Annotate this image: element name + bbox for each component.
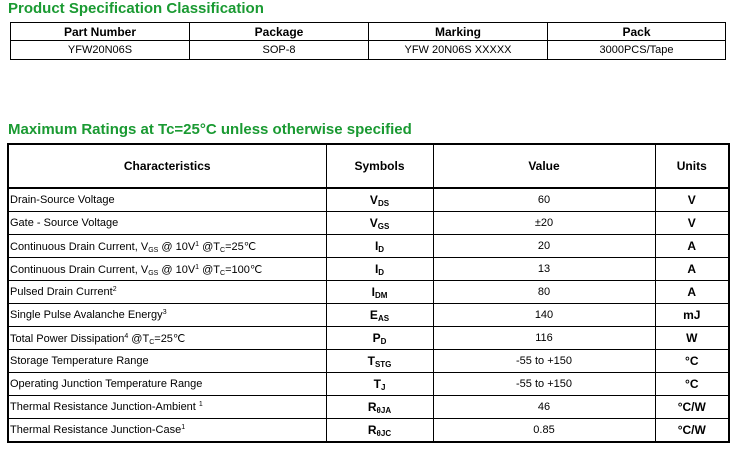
characteristic-char: Thermal Resistance Junction-Case xyxy=(10,424,182,436)
characteristic-char: Thermal Resistance Junction-Ambient xyxy=(10,401,199,413)
characteristic-char-sub: GS xyxy=(148,246,159,254)
ratings-symbol xyxy=(326,212,433,235)
symbol-subscript: θJA xyxy=(376,406,392,415)
ratings-characteristic xyxy=(8,350,326,373)
characteristic-char: Gate - Source Voltage xyxy=(10,217,119,229)
characteristic-char-sub: GS xyxy=(148,269,159,277)
ratings-value: 20 xyxy=(433,235,655,258)
symbol-letter: R xyxy=(367,423,377,437)
ratings-row xyxy=(8,304,729,327)
symbol-subscript: DS xyxy=(377,199,390,208)
characteristic-char-end: =25℃ xyxy=(225,240,257,253)
characteristic-char: Drain-Source Voltage xyxy=(10,194,115,206)
ratings-symbol xyxy=(326,350,433,373)
ratings-value: 13 xyxy=(433,258,655,281)
ratings-header-units: Units xyxy=(655,144,729,188)
ratings-unit: A xyxy=(655,281,729,304)
characteristic-char-pre: Continuous Drain Current, V xyxy=(10,263,149,276)
spec-header-pack: Pack xyxy=(548,23,726,41)
ratings-unit: V xyxy=(655,188,729,212)
characteristic-char: Storage Temperature Range xyxy=(10,355,149,367)
symbol-letter: T xyxy=(367,354,375,368)
ratings-characteristic xyxy=(8,327,326,350)
symbol-letter: P xyxy=(372,331,381,345)
characteristic-char-sub2: C xyxy=(220,246,226,254)
ratings-symbol xyxy=(326,373,433,396)
symbol-letter: I xyxy=(371,285,375,299)
characteristic-char-sup: 1 xyxy=(195,240,200,248)
characteristic-char: Operating Junction Temperature Range xyxy=(10,378,203,390)
symbol-subscript: D xyxy=(380,337,387,346)
symbol-subscript: AS xyxy=(377,314,390,323)
spec-header-marking: Marking xyxy=(369,23,548,41)
ratings-header-characteristics: Characteristics xyxy=(8,144,326,188)
ratings-value: 0.85 xyxy=(433,419,655,443)
ratings-characteristic xyxy=(8,212,326,235)
spec-marking: YFW 20N06S XXXXX xyxy=(369,41,548,60)
symbol-letter: I xyxy=(374,239,379,253)
characteristic-char-sub2: C xyxy=(149,338,155,346)
ratings-row xyxy=(8,235,729,258)
ratings-row xyxy=(8,373,729,396)
ratings-symbol xyxy=(326,235,433,258)
spec-header-part-number: Part Number xyxy=(11,23,190,41)
ratings-unit: °C xyxy=(655,373,729,396)
characteristic-char-post: @T xyxy=(128,332,150,345)
characteristic-char: Pulsed Drain Current xyxy=(10,286,113,298)
symbol-letter: I xyxy=(374,262,379,276)
characteristic-char-post: @T xyxy=(199,240,221,253)
ratings-unit: mJ xyxy=(655,304,729,327)
spec-header-package: Package xyxy=(190,23,369,41)
symbol-subscript: θJC xyxy=(376,429,392,438)
ratings-symbol xyxy=(326,419,433,443)
ratings-row xyxy=(8,350,729,373)
spec-table xyxy=(10,22,726,60)
ratings-symbol xyxy=(326,327,433,350)
ratings-row xyxy=(8,188,729,212)
ratings-value: -55 to +150 xyxy=(433,373,655,396)
symbol-letter: V xyxy=(369,193,378,207)
ratings-section-title: Maximum Ratings at Tc=25°C unless otherwise specified xyxy=(8,121,412,138)
symbol-letter: R xyxy=(367,400,377,414)
symbol-subscript: GS xyxy=(377,222,390,231)
characteristic-char-sub2: C xyxy=(220,269,226,277)
ratings-row xyxy=(8,419,729,443)
ratings-value: -55 to +150 xyxy=(433,350,655,373)
spec-header-row xyxy=(11,23,726,41)
ratings-row xyxy=(8,396,729,419)
ratings-characteristic xyxy=(8,419,326,443)
ratings-header-value: Value xyxy=(433,144,655,188)
ratings-unit: A xyxy=(655,258,729,281)
ratings-unit: W xyxy=(655,327,729,350)
characteristic-char-sup: 1 xyxy=(198,401,203,408)
ratings-unit: A xyxy=(655,235,729,258)
ratings-header-row xyxy=(8,144,729,188)
ratings-characteristic xyxy=(8,396,326,419)
ratings-row xyxy=(8,327,729,350)
characteristic-char-post: @T xyxy=(199,263,221,276)
ratings-row xyxy=(8,212,729,235)
ratings-row xyxy=(8,281,729,304)
ratings-unit: V xyxy=(655,212,729,235)
spec-part-number: YFW20N06S xyxy=(11,41,190,60)
ratings-value: ±20 xyxy=(433,212,655,235)
characteristic-char-mid: @ 10V xyxy=(158,240,196,253)
symbol-letter: V xyxy=(369,216,378,230)
ratings-characteristic xyxy=(8,304,326,327)
symbol-letter: E xyxy=(369,308,378,322)
characteristic-char-sup: 1 xyxy=(181,424,186,431)
ratings-symbol xyxy=(326,188,433,212)
symbol-subscript: J xyxy=(380,383,386,392)
ratings-value: 46 xyxy=(433,396,655,419)
symbol-letter: T xyxy=(373,377,381,391)
symbol-subscript: STG xyxy=(374,360,392,369)
characteristic-char-end: =100℃ xyxy=(225,263,263,276)
ratings-row xyxy=(8,258,729,281)
ratings-characteristic xyxy=(8,235,326,258)
ratings-characteristic xyxy=(8,258,326,281)
ratings-table xyxy=(7,143,730,443)
characteristic-char-sup: 1 xyxy=(195,263,200,271)
spec-pack: 3000PCS/Tape xyxy=(548,41,726,60)
ratings-characteristic xyxy=(8,188,326,212)
ratings-unit: °C xyxy=(655,350,729,373)
ratings-symbol xyxy=(326,281,433,304)
ratings-value: 60 xyxy=(433,188,655,212)
symbol-subscript: D xyxy=(378,245,385,254)
spec-section-title: Product Specification Classification xyxy=(8,0,264,17)
characteristic-char: Single Pulse Avalanche Energy xyxy=(10,309,163,321)
characteristic-char-sup: 3 xyxy=(162,309,167,316)
characteristic-char-mid: @ 10V xyxy=(158,263,196,276)
ratings-characteristic xyxy=(8,281,326,304)
ratings-value: 80 xyxy=(433,281,655,304)
ratings-value: 140 xyxy=(433,304,655,327)
symbol-subscript: D xyxy=(378,268,385,277)
ratings-symbol xyxy=(326,396,433,419)
ratings-characteristic xyxy=(8,373,326,396)
ratings-symbol xyxy=(326,258,433,281)
characteristic-char-pre: Continuous Drain Current, V xyxy=(10,240,149,253)
characteristic-char-pre: Total Power Dissipation xyxy=(10,332,125,345)
ratings-value: 116 xyxy=(433,327,655,350)
characteristic-char-sup: 2 xyxy=(112,286,117,293)
ratings-header-symbols: Symbols xyxy=(326,144,433,188)
ratings-symbol xyxy=(326,304,433,327)
characteristic-char-sup: 4 xyxy=(124,332,129,340)
characteristic-char-end: =25℃ xyxy=(154,332,186,345)
ratings-unit: °C/W xyxy=(655,396,729,419)
ratings-unit: °C/W xyxy=(655,419,729,443)
spec-row xyxy=(11,41,726,60)
symbol-subscript: DM xyxy=(374,291,388,300)
spec-package: SOP-8 xyxy=(190,41,369,60)
